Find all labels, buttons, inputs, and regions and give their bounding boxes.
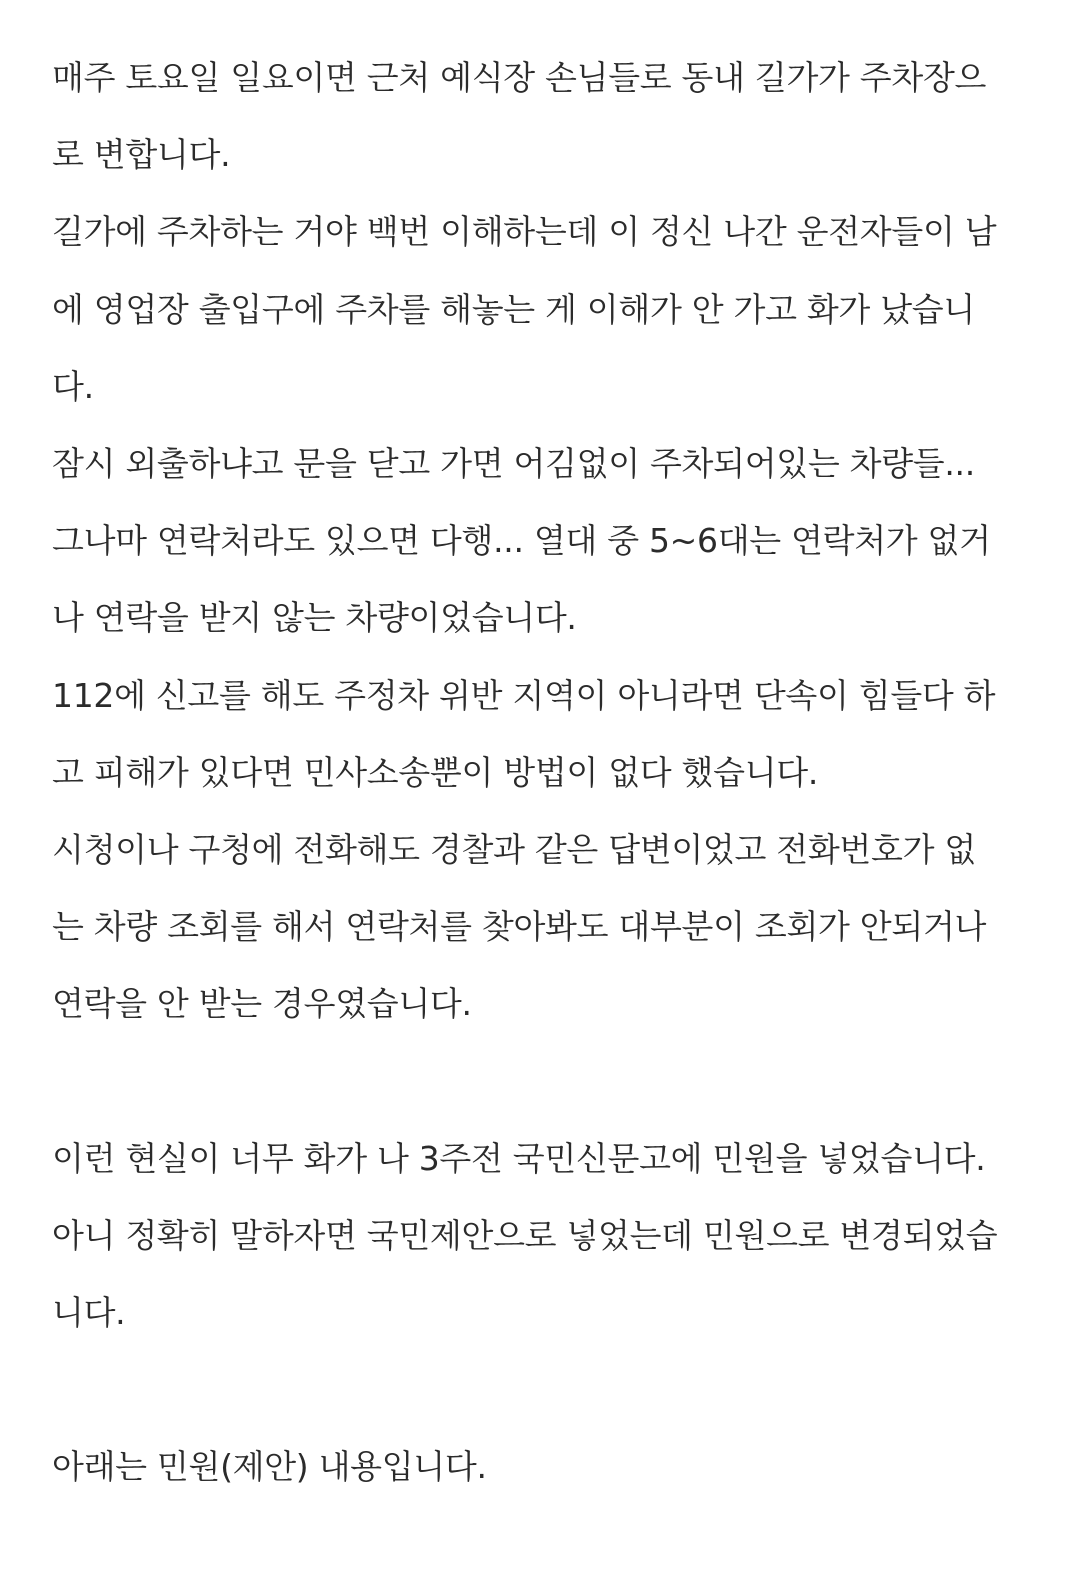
text-line: 연락을 안 받는 경우였습니다. (52, 984, 472, 1024)
text-line: 고 피해가 있다면 민사소송뿐이 방법이 없다 했습니다. (52, 752, 819, 792)
text-line: 그나마 연락처라도 있으면 다행... 열대 중 5~6대는 연락처가 없거 (52, 521, 991, 561)
text-line: 는 차량 조회를 해서 연락처를 찾아봐도 대부분이 조회가 안되거나 (52, 907, 987, 947)
text-line: 아니 정확히 말하자면 국민제안으로 넣었는데 민원으로 변경되었습 (52, 1215, 998, 1255)
text-line: 다. (52, 366, 94, 406)
text-line: 112에 신고를 해도 주정차 위반 지역이 아니라면 단속이 힘들다 하 (52, 675, 996, 715)
text-line: 이런 현실이 너무 화가 나 3주전 국민신문고에 민원을 넣었습니다. (52, 1138, 986, 1178)
text-line: 시청이나 구청에 전화해도 경찰과 같은 답변이었고 전화번호가 없 (52, 829, 976, 869)
text-line: 에 영업장 출입구에 주차를 해놓는 게 이해가 안 가고 화가 났습니 (52, 289, 975, 329)
paragraph-spacer (52, 1351, 1042, 1428)
text-line: 로 변합니다. (52, 135, 231, 175)
text-line: 나 연락을 받지 않는 차량이었습니다. (52, 598, 577, 638)
text-line: 아래는 민원(제안) 내용입니다. (52, 1447, 487, 1487)
paragraph-spacer (52, 1042, 1042, 1119)
text-line: 니다. (52, 1293, 126, 1332)
article-body (52, 39, 1042, 1506)
text-line: 잠시 외출하냐고 문을 닫고 가면 어김없이 주차되어있는 차량들... (52, 443, 975, 483)
text-line: 길가에 주차하는 거야 백번 이해하는데 이 정신 나간 운전자들이 남 (52, 212, 997, 252)
text-line: 매주 토요일 일요이면 근처 예식장 손님들로 동내 길가가 주차장으 (52, 58, 987, 97)
